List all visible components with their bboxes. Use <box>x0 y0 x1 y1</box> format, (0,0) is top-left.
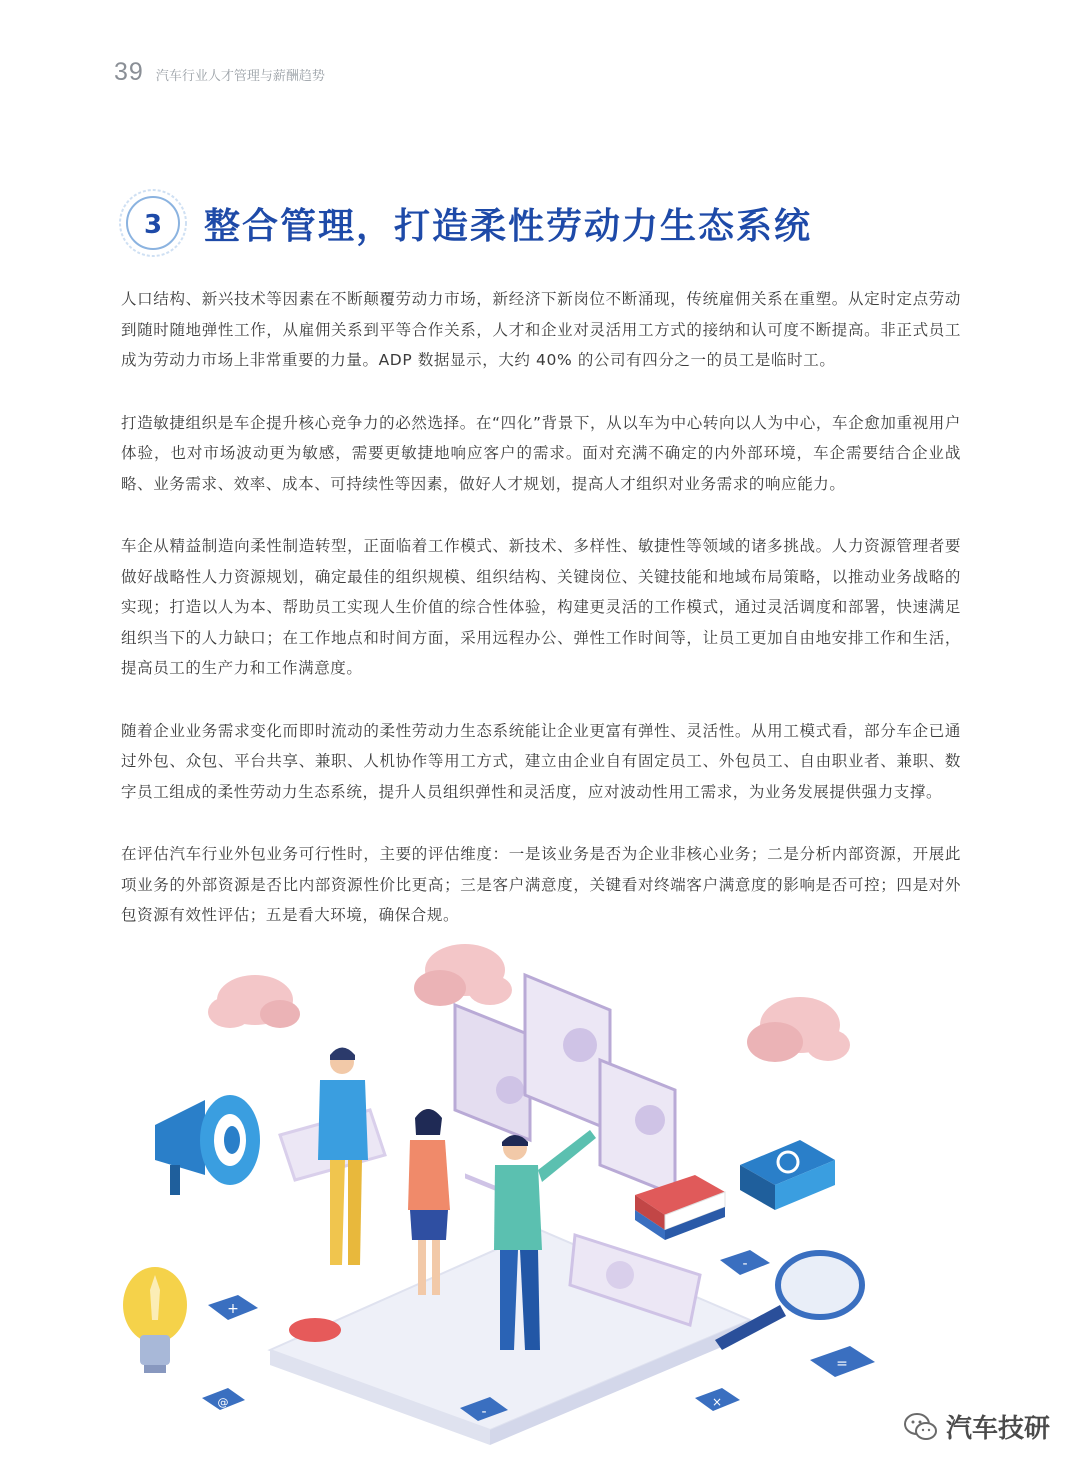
svg-text:+: + <box>227 1301 239 1317</box>
cloud-icon <box>208 975 300 1028</box>
isometric-hr-scene <box>110 930 970 1450</box>
profile-card-icon <box>600 1060 675 1195</box>
section-number-badge <box>118 188 188 258</box>
at-tile-icon <box>202 1388 245 1410</box>
wechat-icon <box>904 1412 938 1442</box>
light-bulb-icon <box>123 1267 187 1373</box>
section-title: 整合管理，打造柔性劳动力生态系统 <box>204 205 813 247</box>
multiply-tile-icon <box>695 1388 740 1411</box>
email-icon <box>740 1140 835 1210</box>
profile-card-icon <box>525 975 610 1130</box>
watermark-text: 汽车技研 <box>945 1414 1050 1444</box>
section-number: 3 <box>143 210 163 240</box>
cloud-icon <box>747 997 850 1062</box>
paragraph-4: 随着企业业务需求变化而即时流动的柔性劳动力生态系统能让企业更富有弹性、灵活性。从用工模式看，部分车企已通过外包、众包、平台共享、兼职、人机协作等用工方式，建立由企业自有固定员工、外包员工、自由职业者、兼职、数字员工组成的柔性劳动力生态系统，提升人员组织弹性和灵活度，应对波动性用工需求，为业务发展提供强力支撑。 <box>121 721 961 801</box>
minus-tile-icon <box>720 1250 770 1275</box>
cloud-icon <box>414 944 512 1006</box>
page-number: 39 <box>114 58 144 86</box>
paragraph-5: 在评估汽车行业外包业务可行性时，主要的评估维度：一是该业务是否为企业非核心业务；二是分析内部资源，开展此项业务的外部资源是否比内部资源性价比更高；三是客户满意度，关键看对终端客户满意度的影响是否可控；四是对外包资源有效性评估；五是看大环境，确保合规。 <box>121 845 961 924</box>
section-heading <box>118 188 812 258</box>
person-man-icon <box>318 1048 368 1266</box>
badge-circle-icon <box>118 188 188 258</box>
page-header <box>114 58 325 87</box>
red-button-icon <box>289 1318 341 1342</box>
svg-text:-: - <box>481 1404 487 1420</box>
paragraph-3: 车企从精益制造向柔性制造转型，正面临着工作模式、新技术、多样性、敏捷性等领域的诸多挑战。人力资源管理者要做好战略性人力资源规划，确定最佳的组织规模、组织结构、关键岗位、关键技能和地域布局策略，以推动业务战略的实现；打造以人为本、帮助员工实现人生价值的综合性体验，构建更灵活的工作模式，通过灵活调度和部署，快速满足组织当下的人力缺口；在工作地点和时间方面，采用远程办公、弹性工作时间等，让员工更加自由地安排工作和生活，提高员工的生产力和工作满意度。 <box>121 537 961 677</box>
paragraph-1: 人口结构、新兴技术等因素在不断颠覆劳动力市场，新经济下新岗位不断涌现，传统雇佣关系在重塑。从定时定点劳动到随时随地弹性工作，从雇佣关系到平等合作关系，人才和企业对灵活用工方式的接纳和认可度不断提高。非正式员工成为劳动力市场上非常重要的力量。ADP 数据显示，大约 40% 的公司有四分之一的员工是临时工。 <box>121 290 961 369</box>
equals-tile-icon <box>810 1346 875 1377</box>
watermark <box>904 1408 1050 1445</box>
paragraph-2: 打造敏捷组织是车企提升核心竞争力的必然选择。在“四化”背景下，从以车为中心转向以人为中心，车企愈加重视用户体验，也对市场波动更为敏感，需要更敏捷地响应客户的需求。面对充满不确定的内外部环境，车企需要结合企业战略、业务需求、效率、成本、可持续性等因素，做好人才规划，提高人才组织对业务需求的响应能力。 <box>121 413 961 493</box>
person-woman-icon <box>408 1109 450 1295</box>
svg-text:×: × <box>711 1395 723 1409</box>
svg-text:=: = <box>836 1356 848 1372</box>
svg-text:@: @ <box>217 1396 229 1409</box>
hr-illustration <box>110 930 970 1450</box>
plus-tile-icon <box>208 1295 258 1320</box>
megaphone-icon <box>155 1095 260 1195</box>
body-text <box>121 284 961 963</box>
svg-text:-: - <box>742 1256 748 1272</box>
running-title: 汽车行业人才管理与薪酬趋势 <box>155 69 325 84</box>
